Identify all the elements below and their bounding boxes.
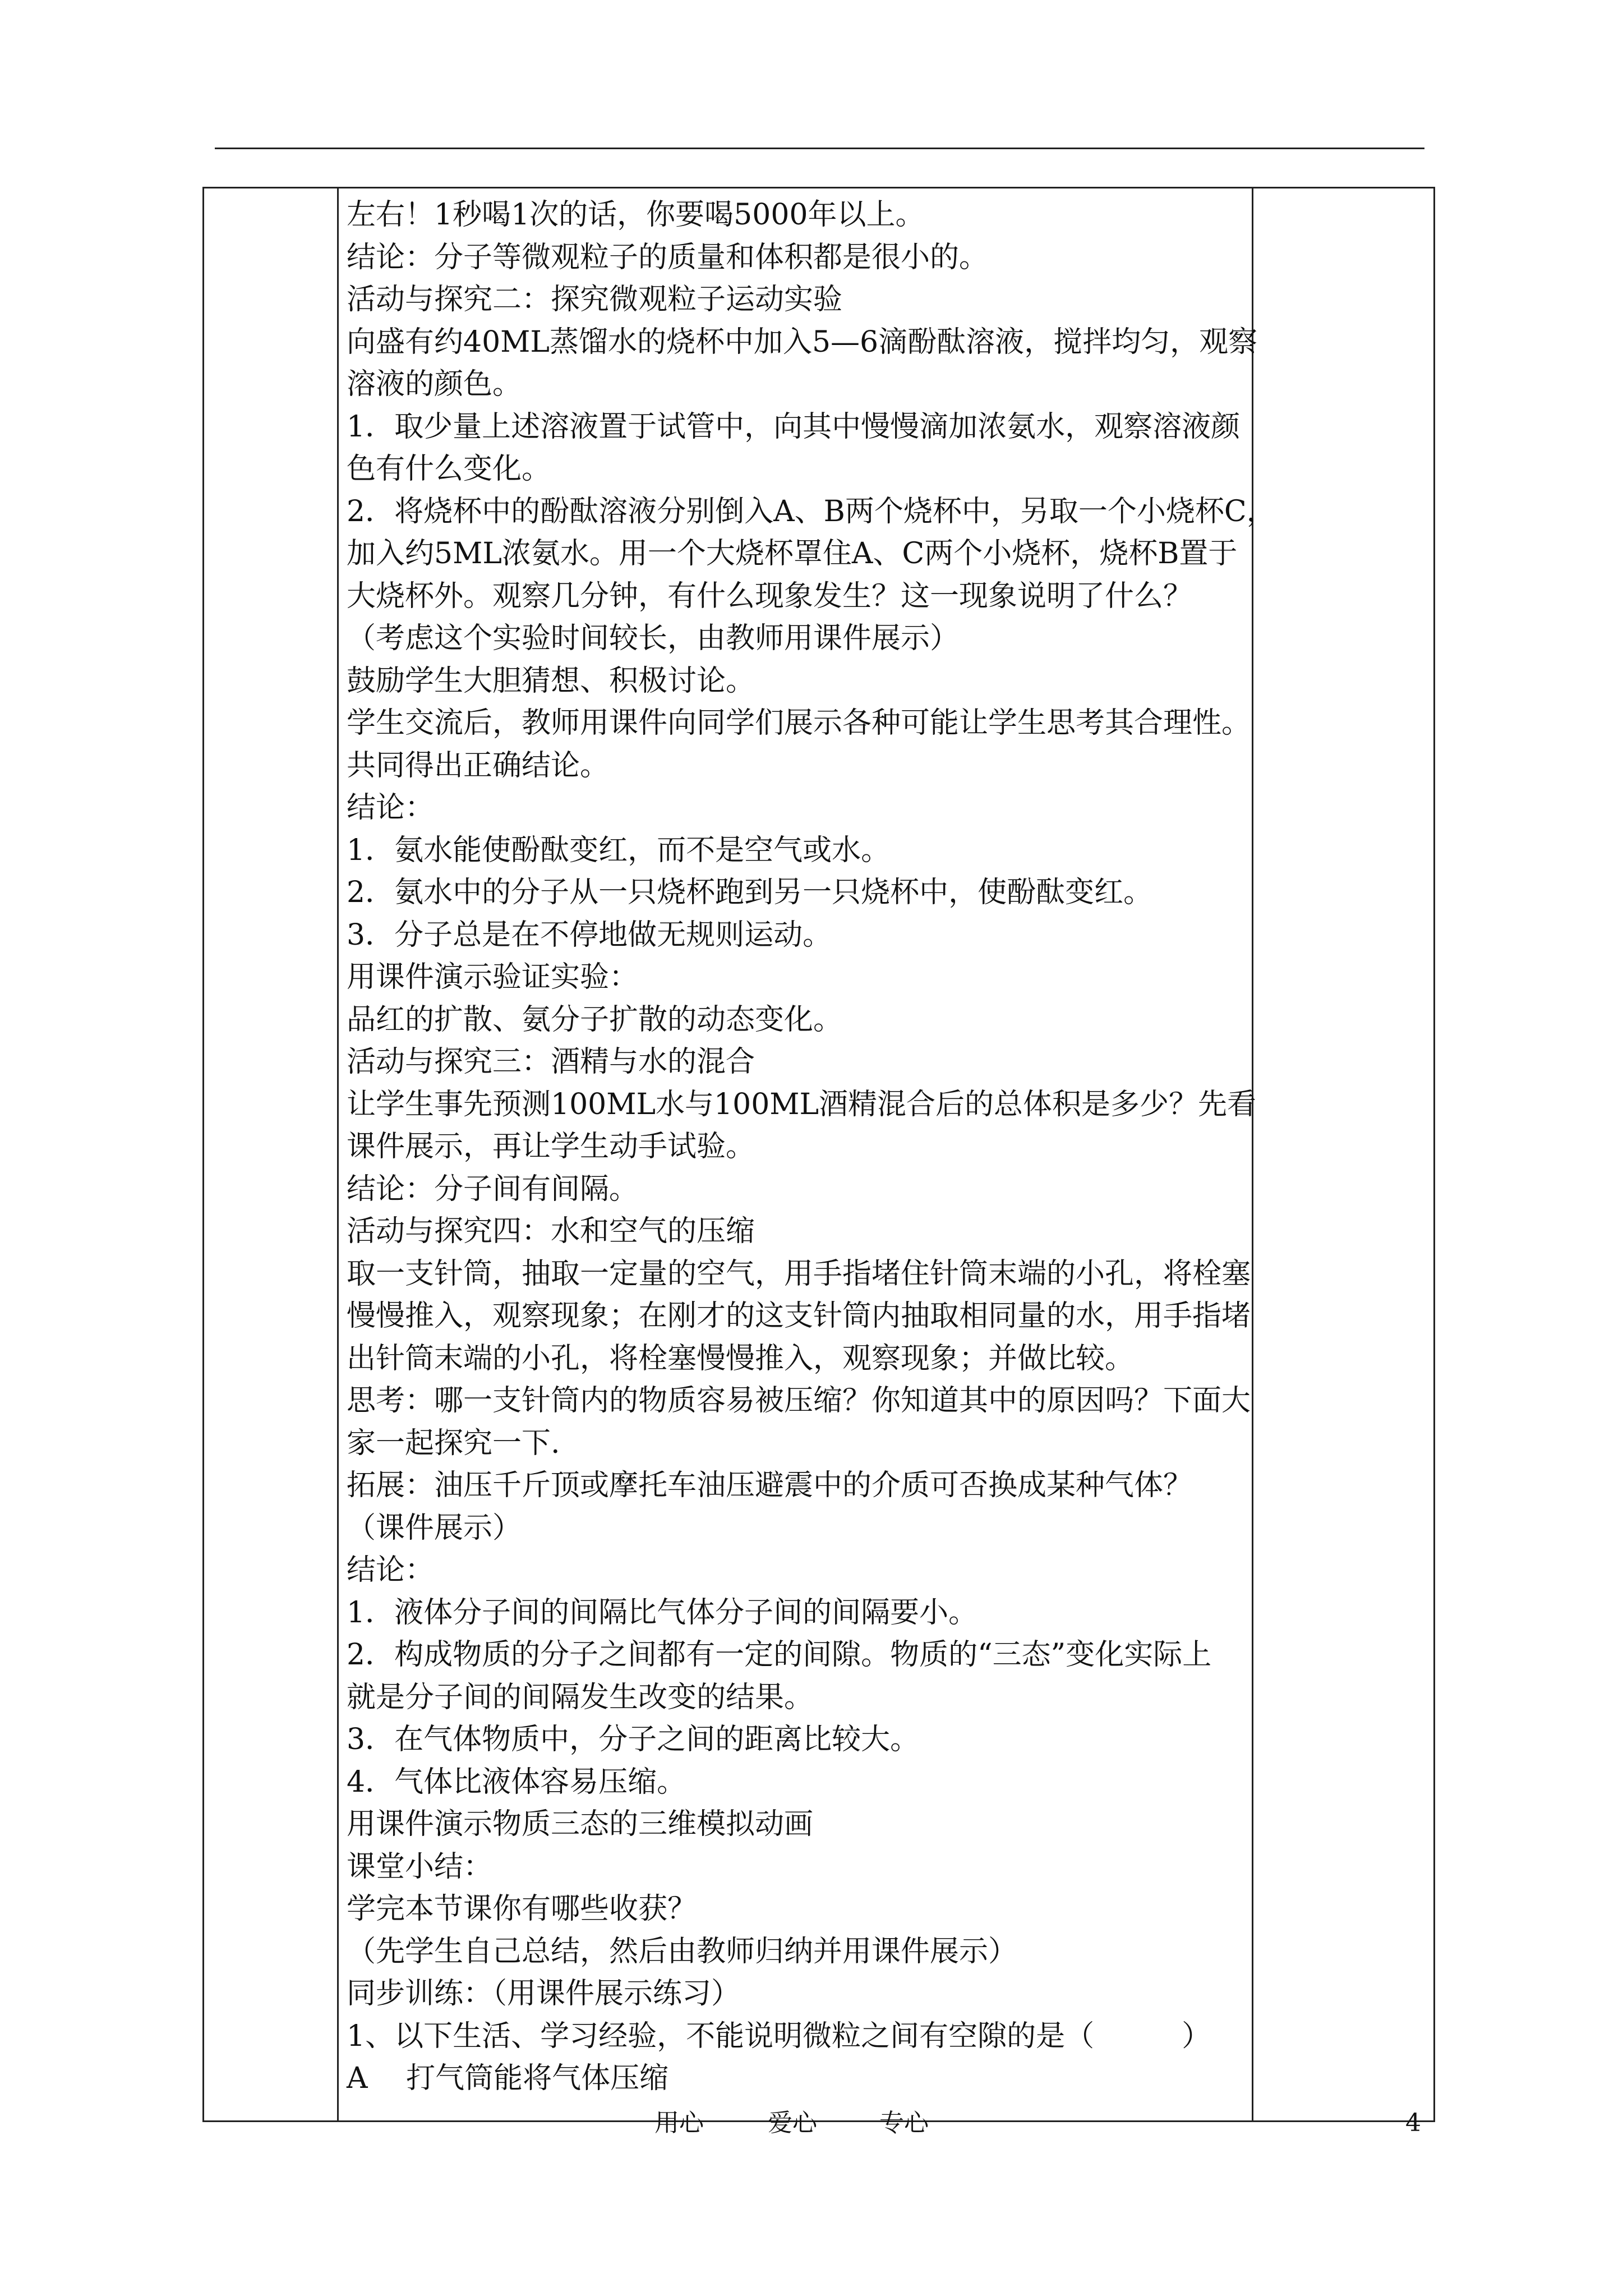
text-line: 出针筒末端的小孔，将栓塞慢慢推入，观察现象；并做比较。: [347, 1341, 1135, 1375]
lesson-table: [202, 187, 1435, 2122]
text-line: 共同得出正确结论。: [347, 748, 610, 783]
text-line: 拓展：油压千斤顶或摩托车油压避震中的介质可否换成某种气体？: [347, 1469, 1193, 1502]
text-line: 家一起探究一下.: [347, 1426, 560, 1460]
text-line: A 打气筒能将气体压缩: [347, 2062, 669, 2095]
text-line: 大烧杯外。观察几分钟，有什么现象发生？这一现象说明了什么？: [347, 579, 1193, 613]
text-line: 3．在气体物质中，分子之间的距离比较大。: [347, 1723, 920, 1756]
text-line: 活动与探究四：水和空气的压缩: [347, 1214, 755, 1248]
text-line: 2．构成物质的分子之间都有一定的间隙。物质的“三态”变化实际上: [347, 1638, 1212, 1672]
text-line: 用课件演示物质三态的三维模拟动画: [347, 1807, 814, 1841]
text-line: 活动与探究二：探究微观粒子运动实验: [347, 283, 843, 316]
text-line: 活动与探究三：酒精与水的混合: [347, 1045, 755, 1079]
text-line: 3．分子总是在不停地做无规则运动。: [347, 918, 832, 952]
text-line: 2．将烧杯中的酚酞溶液分别倒入A、B两个烧杯中，另取一个小烧杯C，: [347, 494, 1276, 528]
text-line: 结论：分子等微观粒子的质量和体积都是很小的。: [347, 240, 989, 274]
text-line: 慢慢推入，观察现象；在刚才的这支针筒内抽取相同量的水，用手指堵: [347, 1299, 1251, 1333]
text-line: 2．氨水中的分子从一只烧杯跑到另一只烧杯中，使酚酞变红。: [347, 876, 1153, 909]
text-line: 学完本节课你有哪些收获？: [347, 1892, 697, 1926]
lesson-content: [347, 194, 1276, 2100]
text-line: 溶液的颜色。: [347, 367, 522, 401]
text-line: （课件展示）: [347, 1511, 522, 1545]
footer-motto-1: 用心: [654, 2109, 704, 2137]
text-line: 结论：分子间有间隔。: [347, 1172, 639, 1206]
text-line: 鼓励学生大胆猜想、积极讨论。: [347, 664, 755, 698]
text-line: 用课件演示验证实验：: [347, 960, 639, 994]
text-line: 左右！1秒喝1次的话，你要喝5000年以上。: [347, 198, 925, 232]
footer-motto-2: 爱心: [768, 2109, 817, 2137]
text-line: 结论：: [347, 791, 435, 825]
text-line: 1．氨水能使酚酞变红，而不是空气或水。: [347, 833, 891, 867]
text-line: 加入约5ML浓氨水。用一个大烧杯罩住A、C两个小烧杯，烧杯B置于: [347, 537, 1238, 570]
text-line: 1．取少量上述溶液置于试管中，向其中慢慢滴加浓氨水，观察溶液颜: [347, 409, 1241, 444]
text-line: 取一支针筒，抽取一定量的空气，用手指堵住针筒末端的小孔，将栓塞: [347, 1257, 1251, 1291]
text-line: 课件展示，再让学生动手试验。: [347, 1130, 755, 1163]
text-line: 思考：哪一支针筒内的物质容易被压缩？你知道其中的原因吗？下面大: [347, 1384, 1251, 1418]
text-line: （考虑这个实验时间较长，由教师用课件展示）: [347, 622, 960, 655]
text-line: 向盛有约40ML蒸馏水的烧杯中加入5—6滴酚酞溶液，搅拌均匀，观察: [347, 325, 1258, 359]
footer-motto-3: 专心: [879, 2109, 929, 2137]
text-line: 结论：: [347, 1553, 435, 1587]
text-line: 品红的扩散、氨分子扩散的动态变化。: [347, 1002, 843, 1037]
header-rule: [215, 148, 1424, 149]
column-divider-left: [337, 188, 339, 2120]
text-line: 同步训练：（用课件展示练习）: [347, 1977, 741, 2010]
text-line: 色有什么变化。: [347, 452, 551, 486]
text-line: 学生交流后，教师用课件向同学们展示各种可能让学生思考其合理性。: [347, 706, 1251, 740]
text-line: 1、以下生活、学习经验，不能说明微粒之间有空隙的是（ ）: [347, 2019, 1211, 2053]
column-divider-right: [1252, 188, 1253, 2120]
page-number: 4: [1405, 2109, 1421, 2137]
text-line: 课堂小结：: [347, 1849, 493, 1884]
text-line: 让学生事先预测100ML水与100ML酒精混合后的总体积是多少？先看: [347, 1087, 1257, 1121]
text-line: 1．液体分子间的间隔比气体分子间的间隔要小。: [347, 1595, 978, 1630]
text-line: （先学生自己总结，然后由教师归纳并用课件展示）: [347, 1934, 1018, 1968]
text-line: 4．气体比液体容易压缩。: [347, 1765, 686, 1799]
text-line: 就是分子间的间隔发生改变的结果。: [347, 1680, 814, 1714]
